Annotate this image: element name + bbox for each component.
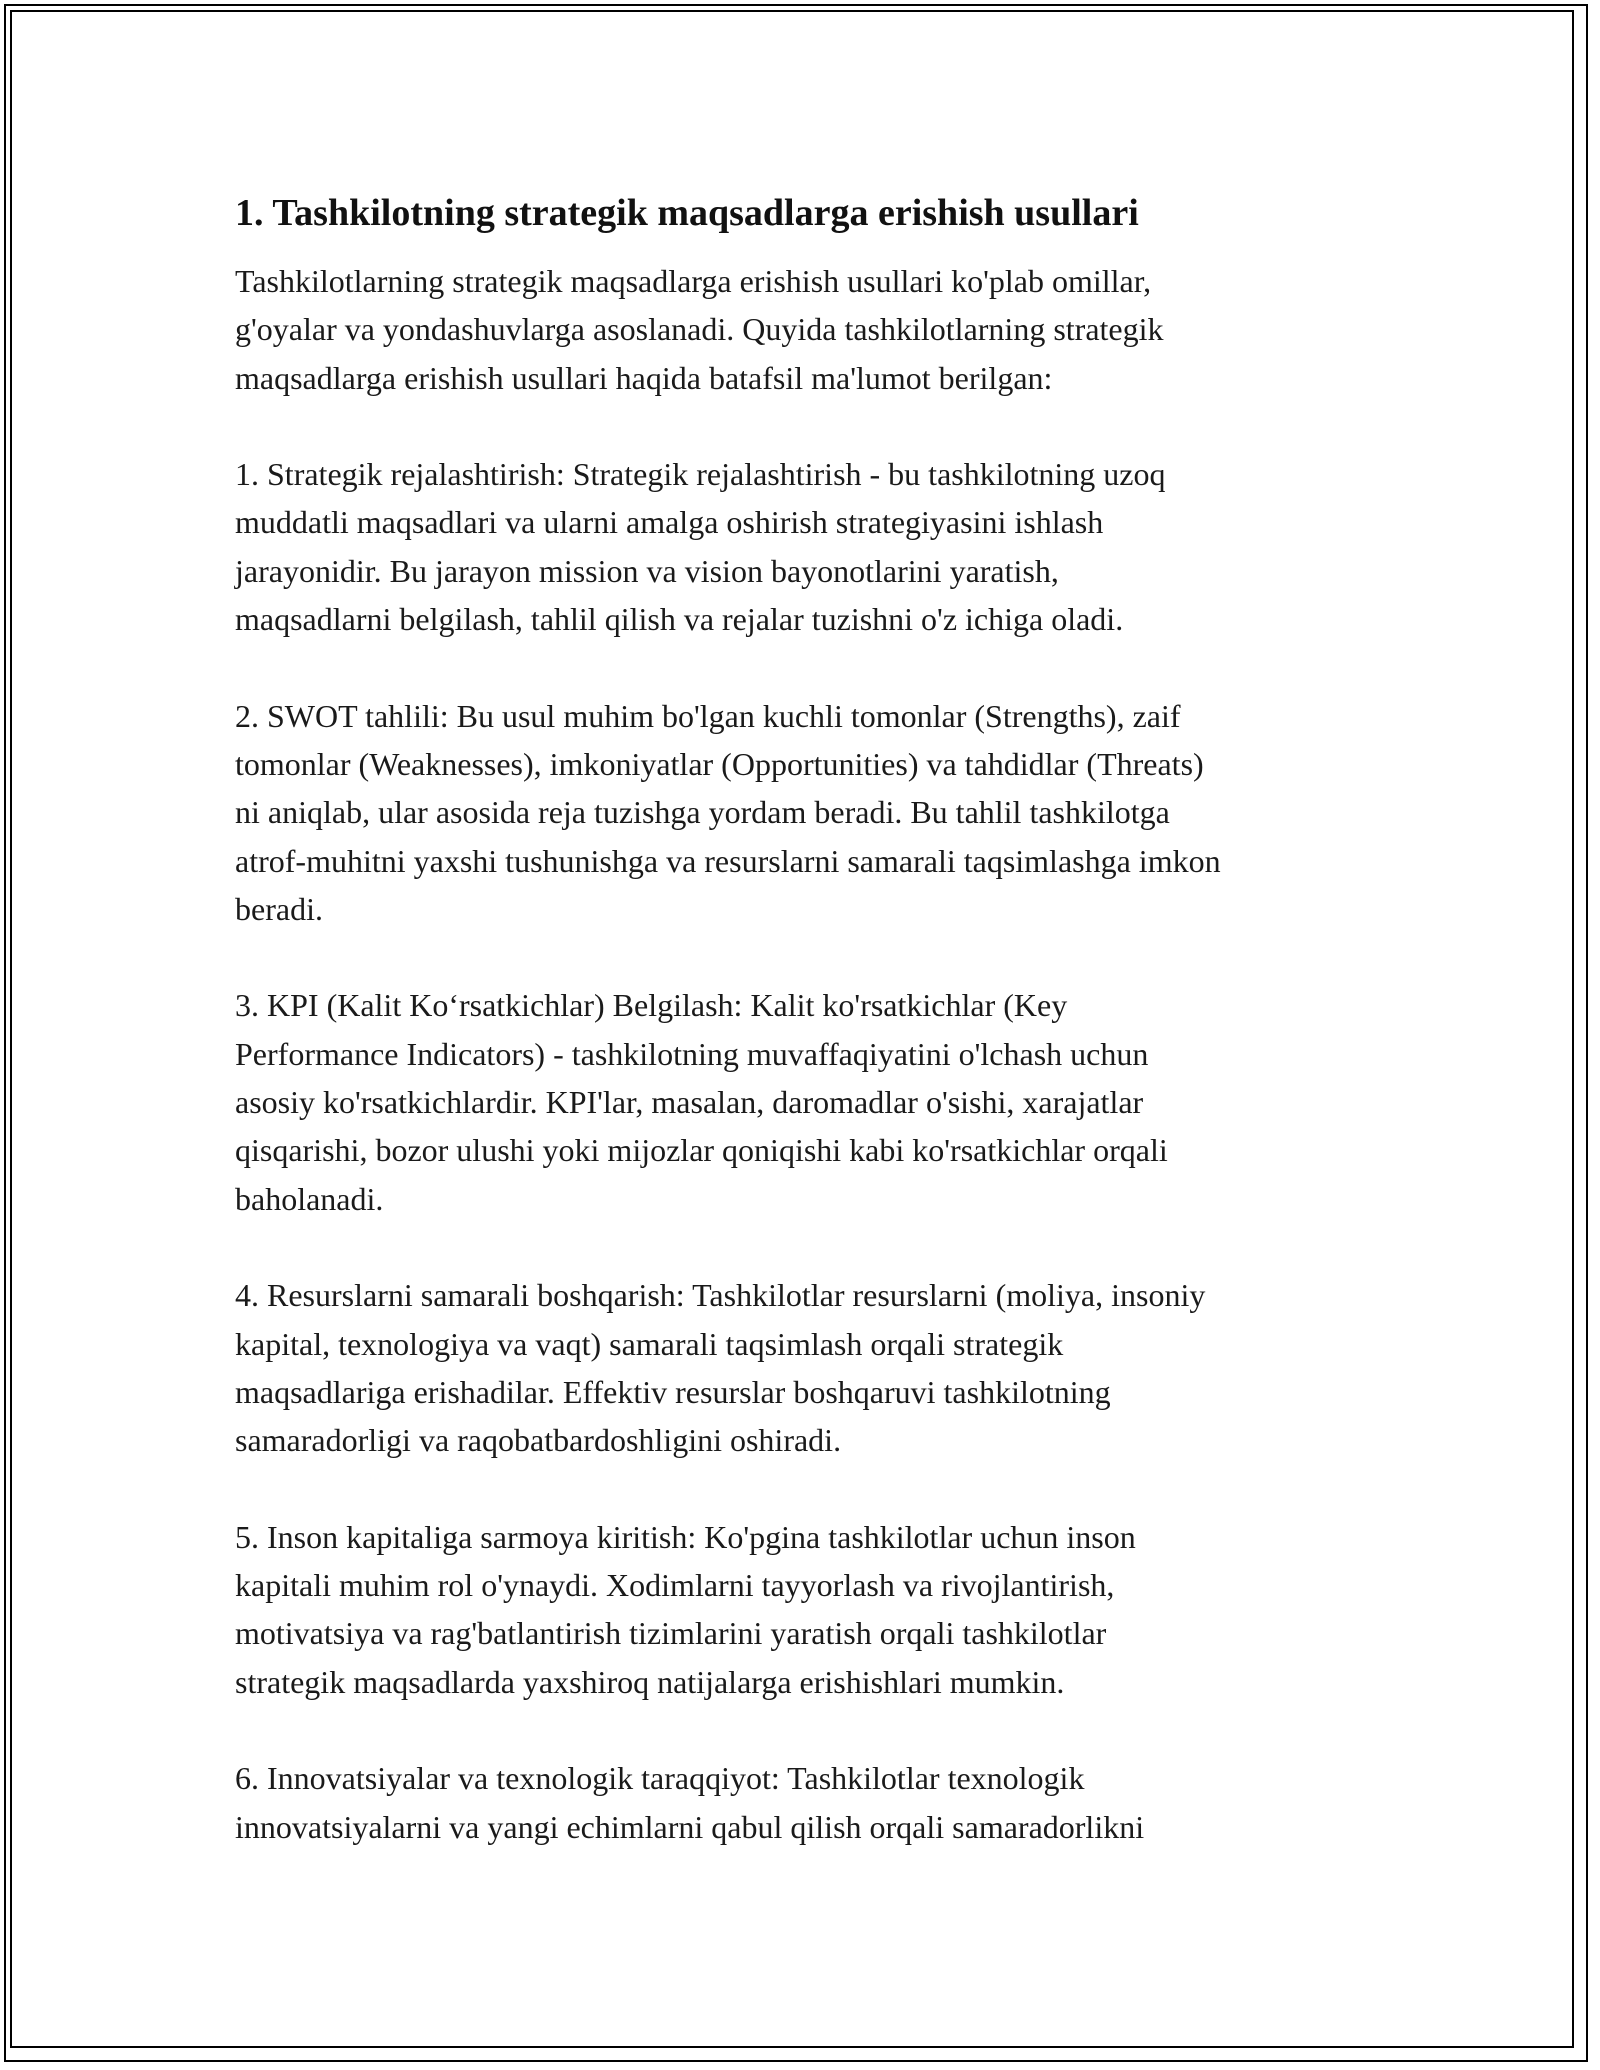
paragraph-resource-management: 4. Resurslarni samarali boshqarish: Tashkilotlar resurslarni (moliya, insoniy kapital, texnologiya va vaqt) samarali taqsimlash orqali strategik maqsadlariga erishadilar. Effektiv resurslar boshqaruvi tashkilotning samaradorligi va raqobatbardoshligini oshiradi. bbox=[235, 1277, 1206, 1459]
paragraph-strategic-planning: 1. Strategik rejalashtirish: Strategik rejalashtirish - bu tashkilotning uzoq muddatli maqsadlari va ularni amalga oshirish strategiyasini ishlash jarayonidir. Bu jarayon mission va vision bayonotlarini yaratish, maqsadlarni belgilash, tahlil qilish va rejalar tuzishni o'z ichiga oladi. bbox=[235, 456, 1166, 638]
section-heading: 1. Tashkilotning strategik maqsadlarga erishish usullari bbox=[235, 192, 1139, 234]
paragraph-kpi: 3. KPI (Kalit Koʻrsatkichlar) Belgilash: Kalit ko'rsatkichlar (Key Performance Indicators) - tashkilotning muvaffaqiyatini o'lchash uchun asosiy ko'rsatkichlardir. KPI'lar, masalan, daromadlar o'sishi, xarajatlar qisqarishi, bozor ulushi yoki mijozlar qoniqishi kabi ko'rsatkichlar orqali baholanadi. bbox=[235, 987, 1168, 1217]
intro-paragraph: Tashkilotlarning strategik maqsadlarga erishish usullari ko'plab omillar, g'oyalar va yondashuvlarga asoslanadi. Quyida tashkilotlarning strategik maqsadlarga erishish usullari haqida batafsil ma'lumot berilgan: bbox=[235, 263, 1164, 396]
document-body bbox=[235, 185, 1375, 1899]
paragraph-human-capital: 5. Inson kapitaliga sarmoya kiritish: Ko'pgina tashkilotlar uchun inson kapitali muhim rol o'ynaydi. Xodimlarni tayyorlash va rivojlantirish, motivatsiya va rag'batlantirish tizimlarini yaratish orqali tashkilotlar strategik maqsadlarda yaxshiroq natijalarga erishishlari mumkin. bbox=[235, 1518, 1136, 1700]
paragraph-innovation: 6. Innovatsiyalar va texnologik taraqqiyot: Tashkilotlar texnologik innovatsiyalarni va yangi echimlarni qabul qilish orqali samaradorlikni bbox=[235, 1760, 1145, 1845]
paragraph-swot-analysis: 2. SWOT tahlili: Bu usul muhim bo'lgan kuchli tomonlar (Strengths), zaif tomonlar (Weaknesses), imkoniyatlar (Opportunities) va tahdidlar (Threats) ni aniqlab, ular asosida reja tuzishga yordam beradi. Bu tahlil tashkilotga atrof-muhitni yaxshi tushunishga va resurslarni samarali taqsimlashga imkon beradi. bbox=[235, 697, 1221, 927]
